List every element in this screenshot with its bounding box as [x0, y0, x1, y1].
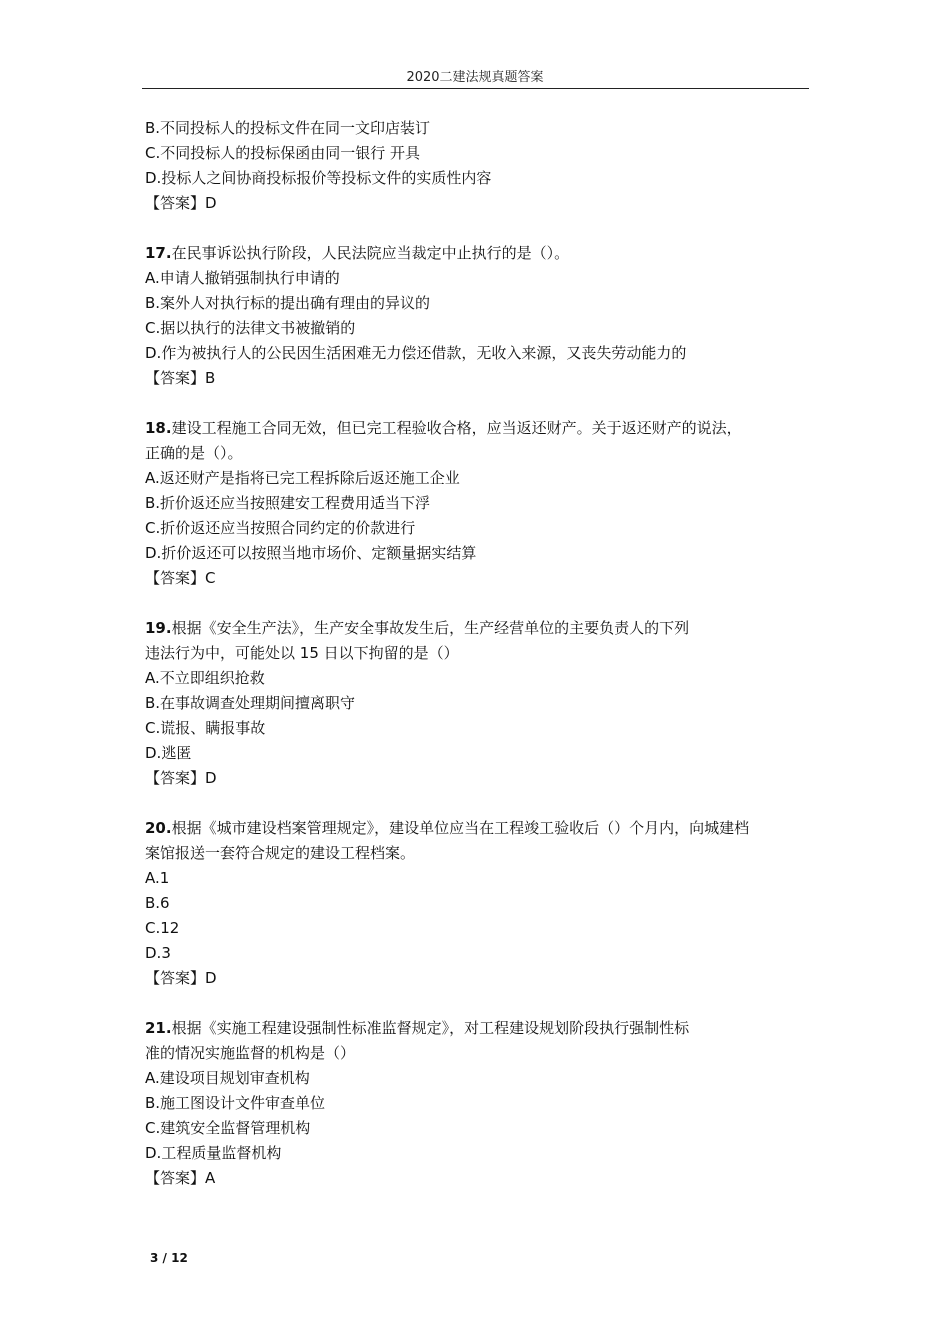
question-text-continued: 违法行为中，可能处以 15 日以下拘留的是（） [145, 644, 459, 662]
option: A.不立即组织抢救 [145, 669, 265, 687]
option: A.申请人撤销强制执行申请的 [145, 269, 340, 287]
option: C.据以执行的法律文书被撤销的 [145, 319, 356, 337]
option: D.工程质量监督机构 [145, 1144, 282, 1162]
question-21 [145, 1016, 810, 1191]
question-text-continued: 准的情况实施监督的机构是（） [145, 1044, 356, 1062]
page-number: 3 / 12 [150, 1251, 188, 1265]
answer: 【答案】A [145, 1169, 216, 1187]
question-stem [145, 816, 810, 841]
question-stem [145, 616, 810, 641]
option: A.1 [145, 869, 170, 887]
question-18 [145, 416, 810, 591]
question-text: 根据《安全生产法》，生产安全事故发生后，生产经营单位的主要负责人的下列 [171, 619, 690, 637]
option: A.建设项目规划审查机构 [145, 1069, 310, 1087]
question-text: 建设工程施工合同无效，但已完工程验收合格，应当返还财产。关于返还财产的说法， [171, 419, 742, 437]
option: A.返还财产是指将已完工程拆除后返还施工企业 [145, 469, 460, 487]
option: D.逃匿 [145, 744, 192, 762]
document-body [145, 116, 810, 1191]
option: D.投标人之间协商投标报价等投标文件的实质性内容 [145, 169, 492, 187]
option: B.在事故调查处理期间擅离职守 [145, 694, 356, 712]
question-stem [145, 241, 810, 266]
option: B.折价返还应当按照建安工程费用适当下浮 [145, 494, 431, 512]
question-17 [145, 241, 810, 391]
answer: 【答案】D [145, 969, 217, 987]
continued-question [145, 116, 810, 216]
answer: 【答案】D [145, 194, 217, 212]
option: C.不同投标人的投标保函由同一银行 开具 [145, 144, 421, 162]
question-number: 18. [145, 419, 172, 437]
answer: 【答案】B [145, 369, 216, 387]
question-text: 根据《城市建设档案管理规定》，建设单位应当在工程竣工验收后（）个月内，向城建档 [171, 819, 750, 837]
answer: 【答案】C [145, 569, 216, 587]
question-number: 21. [145, 1019, 172, 1037]
header-divider [142, 88, 809, 89]
question-number: 17. [145, 244, 172, 262]
option: D.折价返还可以按照当地市场价、定额量据实结算 [145, 544, 477, 562]
question-stem [145, 1016, 810, 1041]
option: B.6 [145, 894, 170, 912]
option: C.折价返还应当按照合同约定的价款进行 [145, 519, 416, 537]
question-number: 19. [145, 619, 172, 637]
option: C.12 [145, 919, 180, 937]
question-text: 根据《实施工程建设强制性标准监督规定》，对工程建设规划阶段执行强制性标 [171, 1019, 690, 1037]
option: D.3 [145, 944, 171, 962]
option: B.案外人对执行标的提出确有理由的异议的 [145, 294, 431, 312]
option: B.施工图设计文件审查单位 [145, 1094, 326, 1112]
option: B.不同投标人的投标文件在同一文印店装订 [145, 119, 431, 137]
page-header-title: 2020二建法规真题答案 [406, 70, 544, 85]
question-20 [145, 816, 810, 991]
option: C.建筑安全监督管理机构 [145, 1119, 311, 1137]
question-text-continued: 正确的是（）。 [145, 444, 243, 462]
question-text-continued: 案馆报送一套符合规定的建设工程档案。 [145, 844, 416, 862]
question-number: 20. [145, 819, 172, 837]
option: C.谎报、瞒报事故 [145, 719, 266, 737]
question-stem [145, 416, 810, 441]
question-19 [145, 616, 810, 791]
answer: 【答案】D [145, 769, 217, 787]
option: D.作为被执行人的公民因生活困难无力偿还借款，无收入来源，又丧失劳动能力的 [145, 344, 687, 362]
question-text: 在民事诉讼执行阶段，人民法院应当裁定中止执行的是（）。 [171, 244, 570, 262]
